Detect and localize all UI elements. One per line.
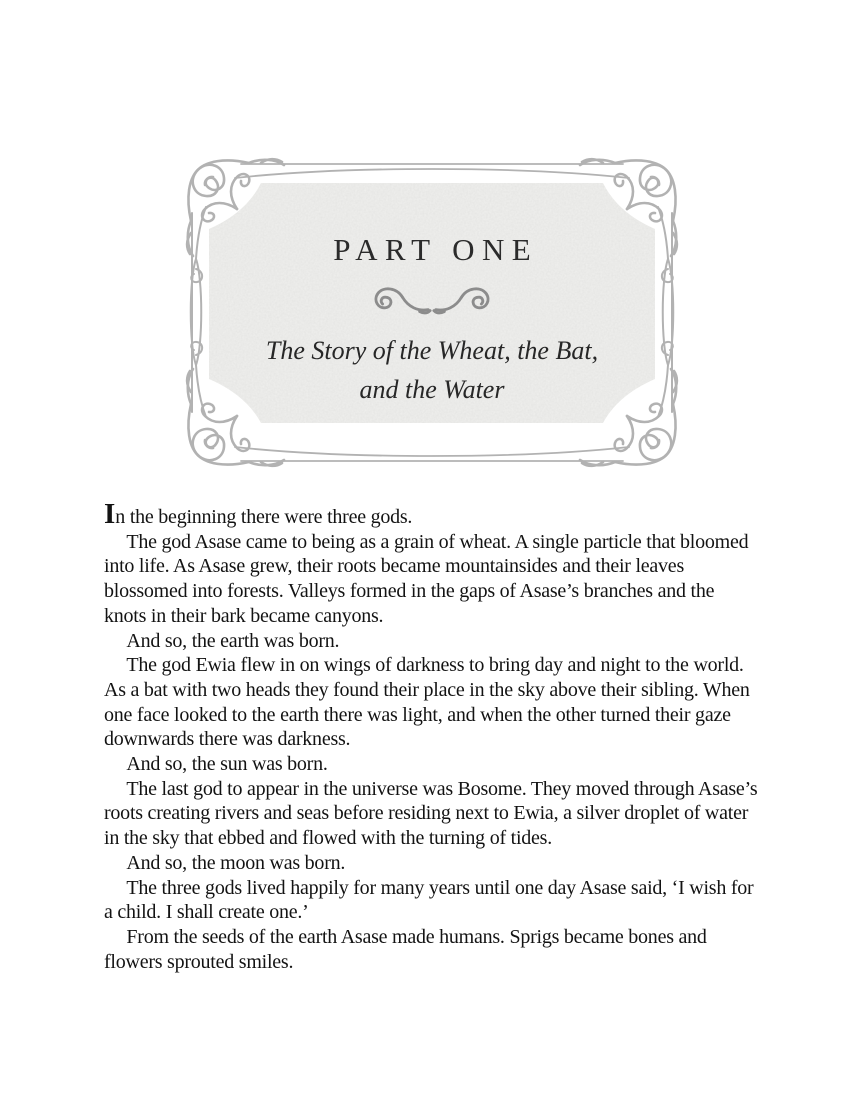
paragraph: From the seeds of the earth Asase made humans. Sprigs became bones and flowers sprouted smiles.	[104, 925, 707, 973]
paragraph: And so, the moon was born.	[126, 851, 346, 874]
fleuron-divider-icon	[368, 284, 496, 322]
paragraph: The god Asase came to being as a grain of wheat. A single particle that bloomed into life. As Asase grew, their roots became mountainsides and their leaves blossomed into forests. Valleys formed in the gaps of Asase’s branches and the knots in their bark became canyons.	[104, 530, 749, 627]
part-subtitle-line1: The Story of the Wheat, the Bat,	[265, 336, 599, 366]
paragraph: And so, the sun was born.	[126, 753, 328, 776]
paragraph-opening	[104, 498, 760, 530]
paragraph: The three gods lived happily for many years until one day Asase said, ‘I wish for a child. I shall create one.’	[104, 876, 754, 924]
part-subtitle-line2: and the Water	[359, 375, 505, 405]
part-title-panel-content	[185, 157, 679, 468]
paragraph: And so, the earth was born.	[126, 629, 340, 652]
paragraph-opening-text: n the beginning there were three gods.	[115, 506, 413, 528]
chapter-text	[104, 498, 760, 974]
part-subtitle	[266, 331, 598, 409]
part-title-frame	[185, 157, 679, 468]
lead-capital: I	[104, 498, 116, 530]
paragraph: The god Ewia flew in on wings of darkness to bring day and night to the world. As a bat with two heads they found their place in the sky above their sibling. When one face looked to the earth there was light, and when the other turned their gaze downwards there was darkness.	[104, 654, 750, 751]
part-title: PART ONE	[333, 232, 539, 267]
paragraph: The last god to appear in the universe was Bosome. They moved through Asase’s roots creating rivers and seas before residing next to Ewia, a silver droplet of water in the sky that ebbed and flowed with the turning of tides.	[104, 777, 758, 850]
